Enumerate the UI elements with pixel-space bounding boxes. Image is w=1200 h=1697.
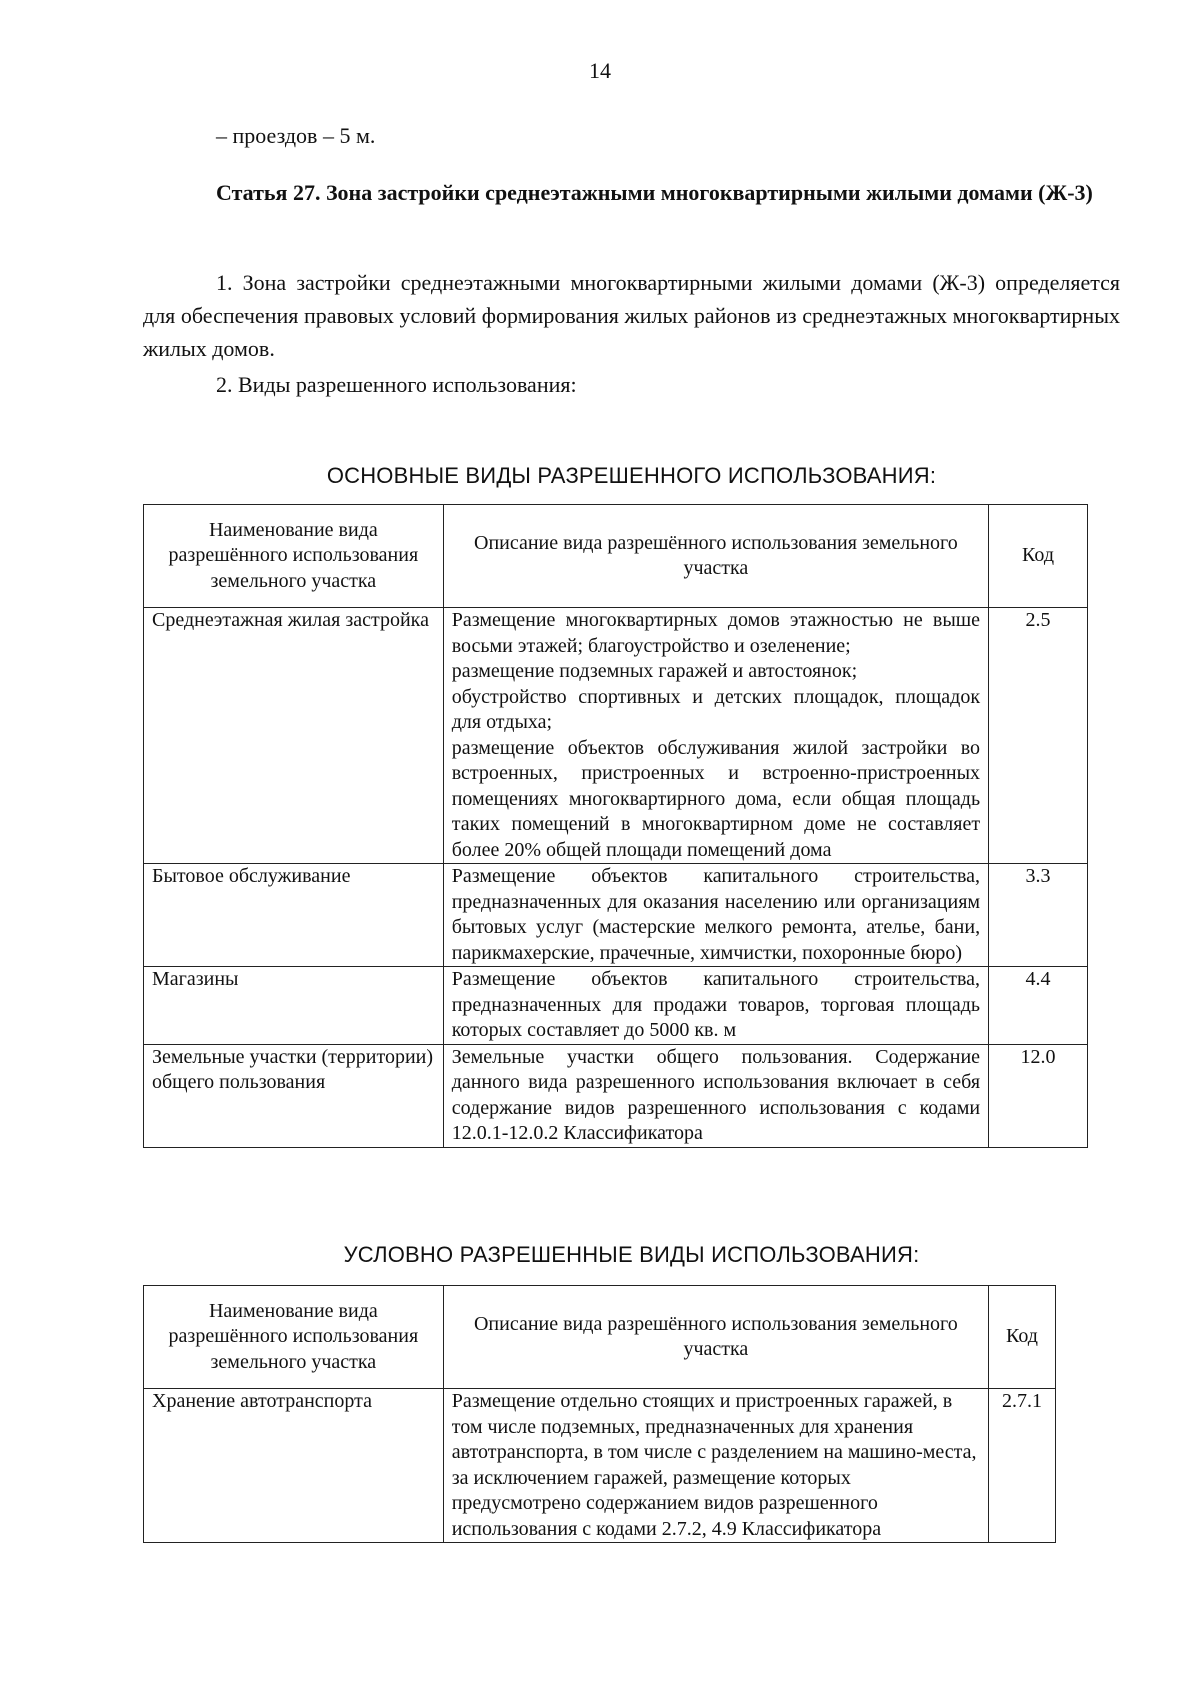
table-row [144, 1044, 1088, 1147]
description-part: обустройство спортивных и детских площадок, площадок для отдыха; [451, 685, 981, 733]
use-code: 3.3 [989, 864, 1088, 967]
main-uses-table [143, 504, 1088, 1148]
col-desc-header: Описание вида разрешённого использования земельного участка [443, 505, 988, 608]
description-part: Размещение многоквартирных домов этажностью не выше восьми этажей; благоустройство и озеленение; [451, 609, 981, 657]
use-description [443, 608, 988, 864]
page-number: 14 [589, 58, 611, 83]
col-name-header: Наименование вида разрешённого использования земельного участка [144, 1286, 444, 1389]
description-part: размещение объектов обслуживания жилой застройки во встроенных, пристроенных и встроенно-пристроенных помещениях многоквартирного дома, если общая площадь таких помещений в многоквартирном доме не составляет более 20% общей площади помещений дома [451, 736, 981, 861]
table-header-row [144, 505, 1088, 608]
article-title: Статья 27. Зона застройки среднеэтажными многоквартирными жилыми домами (Ж-3) [216, 180, 1093, 205]
main-uses-heading: ОСНОВНЫЕ ВИДЫ РАЗРЕШЕННОГО ИСПОЛЬЗОВАНИЯ: [326, 463, 937, 488]
use-code: 12.0 [989, 1044, 1088, 1147]
table-row [144, 608, 1088, 864]
paragraph-2: 2. Виды разрешенного использования: [216, 372, 577, 397]
col-code-header: Код [989, 505, 1088, 608]
intro-line: – проездов – 5 м. [216, 123, 376, 148]
use-name: Земельные участки (территории) общего пользования [144, 1044, 444, 1147]
paragraph-1: 1. Зона застройки среднеэтажными многоквартирными жилыми домами (Ж-3) определяется для обеспечения правовых условий формирования жилых районов из среднеэтажных многоквартирных жилых домов. [143, 270, 1120, 361]
use-name: Бытовое обслуживание [144, 864, 444, 967]
col-code-header: Код [989, 1286, 1056, 1389]
use-name: Хранение автотранспорта [144, 1389, 444, 1543]
table-row [144, 1389, 1056, 1543]
use-description: Размещение объектов капитального строительства, предназначенных для оказания населению или организациям бытовых услуг (мастерские мелкого ремонта, ателье, бани, парикмахерские, прачечные, химчистки, похоронные бюро) [443, 864, 988, 967]
use-code: 2.5 [989, 608, 1088, 864]
use-description: Размещение объектов капитального строительства, предназначенных для продажи товаров, торговая площадь которых составляет до 5000 кв. м [443, 967, 988, 1045]
conditional-uses-table [143, 1285, 1056, 1543]
use-name: Среднеэтажная жилая застройка [144, 608, 444, 864]
conditional-uses-heading: УСЛОВНО РАЗРЕШЕННЫЕ ВИДЫ ИСПОЛЬЗОВАНИЯ: [343, 1242, 920, 1267]
table-row [144, 864, 1088, 967]
col-name-header: Наименование вида разрешённого использования земельного участка [144, 505, 444, 608]
description-part: размещение подземных гаражей и автостоянок; [451, 660, 858, 682]
table-row [144, 967, 1088, 1045]
col-desc-header: Описание вида разрешённого использования земельного участка [443, 1286, 988, 1389]
use-description: Земельные участки общего пользования. Содержание данного вида разрешенного использования включает в себя содержание видов разрешенного использования с кодами 12.0.1-12.0.2 Классификатора [443, 1044, 988, 1147]
use-description: Размещение отдельно стоящих и пристроенных гаражей, в том числе подземных, предназначенных для хранения автотранспорта, в том числе с разделением на машино-места, за исключением гаражей, размещение которых предусмотрено содержанием видов разрешенного использования с кодами 2.7.2, 4.9 Классификатора [443, 1389, 988, 1543]
use-code: 4.4 [989, 967, 1088, 1045]
use-name: Магазины [144, 967, 444, 1045]
use-code: 2.7.1 [989, 1389, 1056, 1543]
table-header-row [144, 1286, 1056, 1389]
